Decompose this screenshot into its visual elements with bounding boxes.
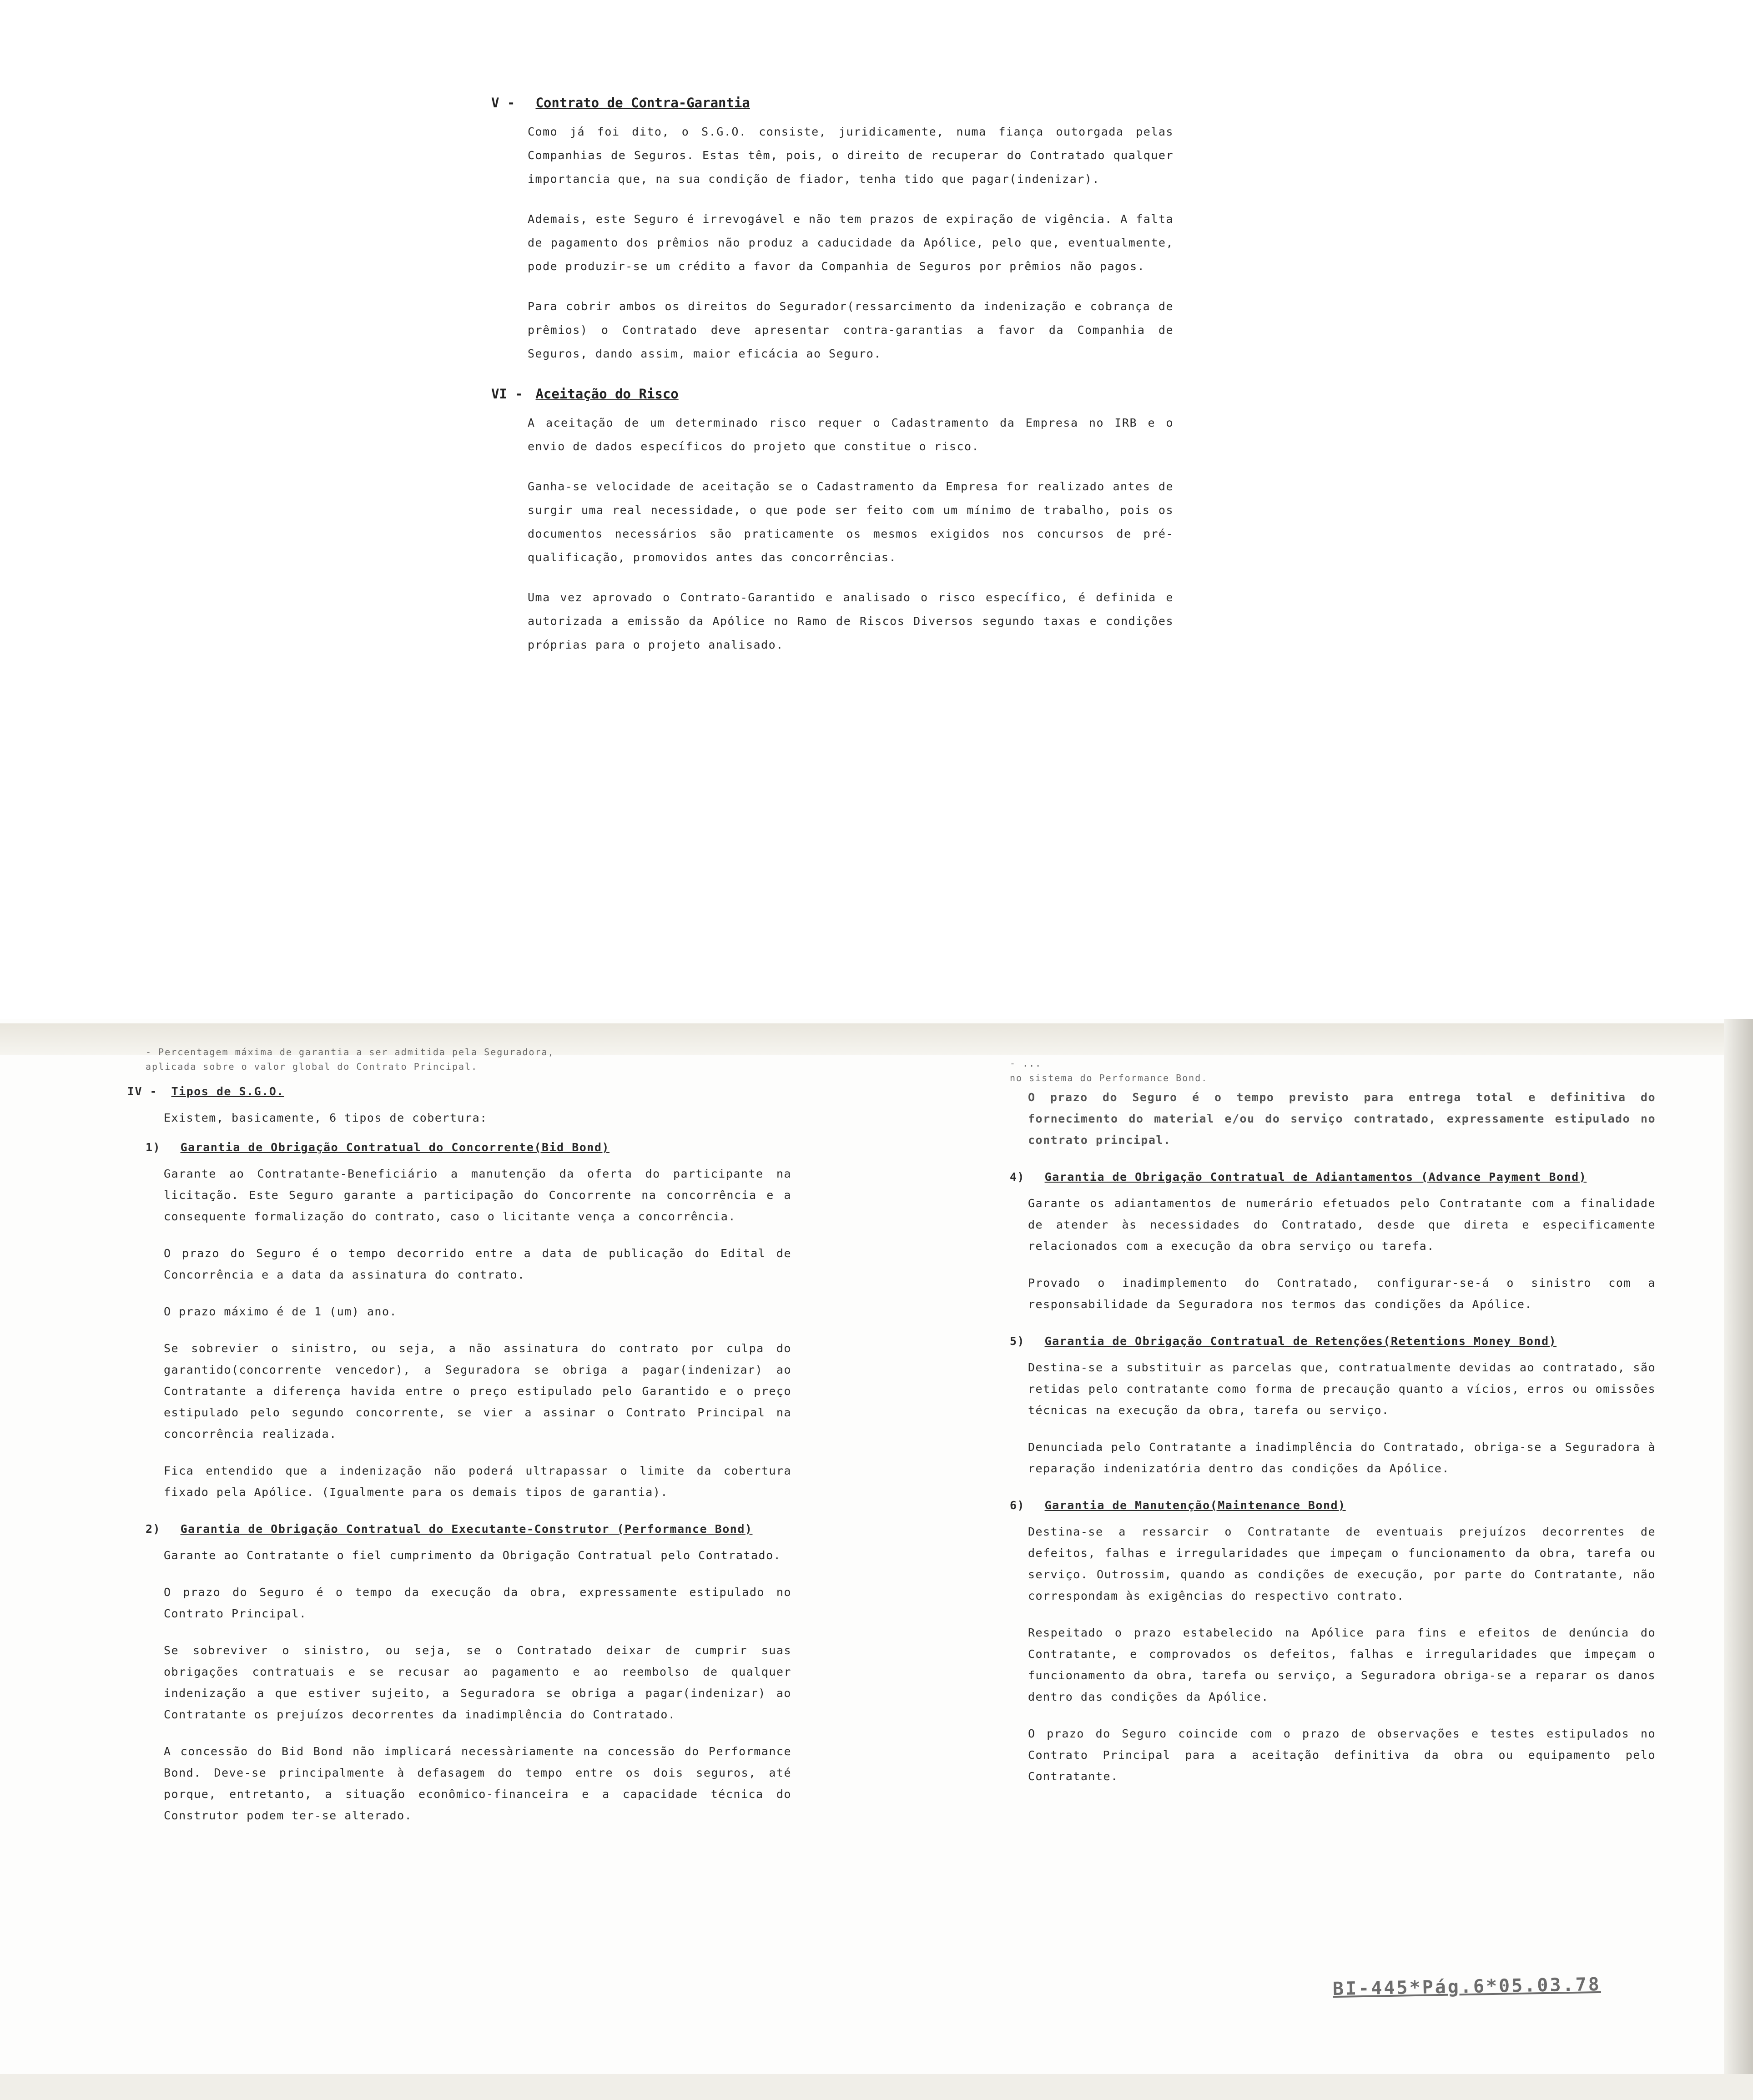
item-5-heading xyxy=(1010,1330,1656,1352)
section-v-paragraph-3: Para cobrir ambos os direitos do Segurador(ressarcimento da indenização e cobrança de prêmios) o Contratado deve apresentar contra-garantias a favor da Companhia de Seguros, dando assim, maior eficácia ao Seguro. xyxy=(528,300,1174,360)
section-vi-paragraph-2: Ganha-se velocidade de aceitação se o Cadastramento da Empresa for realizado antes de surgir uma real necessidade, o que pode ser feito com um mínimo de trabalho, pois os documentos necessários são praticamente os mesmos exigidos nos concursos de pré-qualificação, promovidos antes das concorrências. xyxy=(528,480,1174,564)
item-1-paragraph-1: Garante ao Contratante-Beneficiário a manutenção da oferta do participante na licitação. Este Seguro garante a participação do Concorrente na concorrência e a consequente formalização do contrato, caso o licitante vença a concorrência. xyxy=(164,1167,791,1223)
item-1-paragraph-4: Se sobrevier o sinistro, ou seja, a não assinatura do contrato por culpa do garantido(concorrente vencedor), a Seguradora se obriga a pagar(indenizar) ao Contratante a diferença havida entre o preço estipulado pelo Garantido e o preço estipulado pelo segundo concorrente, se vier a assinar o Contrato Principal na concorrência realizada. xyxy=(164,1342,791,1440)
item-1-paragraph-5: Fica entendido que a indenização não poderá ultrapassar o limite da cobertura fixado pela Apólice. (Igualmente para os demais tipos de garantia). xyxy=(164,1464,791,1499)
section-v-paragraph-2: Ademais, este Seguro é irrevogável e não tem prazos de expiração de vigência. A falta de pagamento dos prêmios não produz a caducidade da Apólice, pelo que, eventualmente, pode produzir-se um crédito a favor da Companhia de Seguros por prêmios não pagos. xyxy=(528,212,1174,273)
section-iv-intro: Existem, basicamente, 6 tipos de cobertura: xyxy=(164,1111,488,1124)
item-1-heading xyxy=(146,1137,791,1158)
faint-line-right-1: - ... xyxy=(1010,1058,1042,1069)
item-6-paragraph-2: Respeitado o prazo estabelecido na Apólice para fins e efeitos de denúncia do Contratante, e comprovados os defeitos, falhas e irregularidades que impeçam o funcionamento da obra, tarefa ou serviço, a Seguradora obriga-se a reparar os danos dentro das condições da Apólice. xyxy=(1028,1626,1656,1703)
item-4-paragraph-2: Provado o inadimplemento do Contratado, configurar-se-á o sinistro com a responsabilidade da Seguradora nos termos das condições da Apólice. xyxy=(1028,1276,1656,1311)
section-vi-number: VI - xyxy=(491,386,523,402)
item-6-paragraph-1: Destina-se a ressarcir o Contratante de eventuais prejuízos decorrentes de defeitos, falhas e irregularidades que impeçam o funcionamento da obra, tarefa ou serviço. Outrossim, quando as condições de execução, por parte do Contratante, não correspondam às exigências do respectivo contrato. xyxy=(1028,1525,1656,1602)
section-vi-paragraph-1: A aceitação de um determinado risco requer o Cadastramento da Empresa no IRB e o envio de dados específicos do projeto que constitue o risco. xyxy=(528,416,1174,453)
section-iv-number: IV - xyxy=(127,1085,158,1098)
section-iv-heading xyxy=(127,1081,791,1103)
section-vi-title: Aceitação do Risco xyxy=(535,386,679,402)
section-iv-title: Tipos de S.G.O. xyxy=(171,1085,284,1098)
faint-line-right-2: no sistema do Performance Bond. xyxy=(1010,1073,1208,1083)
section-v-number: V - xyxy=(491,95,515,111)
item-1-paragraph-3: O prazo máximo é de 1 (um) ano. xyxy=(164,1305,398,1318)
faint-line-1: - Percentagem máxima de garantia a ser admitida pela Seguradora, xyxy=(146,1047,554,1058)
item-3-continuation: O prazo do Seguro é o tempo previsto para entrega total e definitiva do fornecimento do material e/ou do serviço contratado, expressamente estipulado no contrato principal. xyxy=(1028,1091,1656,1147)
page-bottom-edge xyxy=(0,2074,1753,2100)
item-2-paragraph-4: A concessão do Bid Bond não implicará necessàriamente na concessão do Performance Bond. Deve-se principalmente à defasagem do tempo entre os dois seguros, até porque, entretanto, a situação econômico-financeira e a capacidade técnica do Construtor podem ter-se alterado. xyxy=(164,1745,791,1822)
section-v-title: Contrato de Contra-Garantia xyxy=(535,95,750,111)
item-6-heading xyxy=(1010,1495,1656,1516)
item-4-heading xyxy=(1010,1166,1656,1188)
item-2-number: 2) xyxy=(146,1522,161,1536)
bottom-right-column xyxy=(992,1058,1656,1803)
item-6-paragraph-3: O prazo do Seguro coincide com o prazo de observações e testes estipulados no Contrato Principal para a aceitação definitiva da obra ou equipamento pelo Contratante. xyxy=(1028,1727,1656,1783)
page-reference: BI-445*Pág.6*05.03.78 xyxy=(1332,1974,1602,2000)
top-text-column xyxy=(491,91,1174,673)
item-2-paragraph-3: Se sobreviver o sinistro, ou seja, se o Contratado deixar de cumprir suas obrigações contratuais e se recusar ao pagamento e ao reembolso de qualquer indenização a que estiver sujeito, a Seguradora se obriga a pagar(indenizar) ao Contratante os prejuízos decorrentes da inadimplência do Contratado. xyxy=(164,1644,791,1721)
item-5-number: 5) xyxy=(1010,1335,1025,1348)
page-edge-shadow xyxy=(1724,1019,1753,2100)
item-5-paragraph-2: Denunciada pelo Contratante a inadimplência do Contratado, obriga-se a Seguradora à reparação indenizatória dentro das condições da Apólice. xyxy=(1028,1440,1656,1475)
item-2-heading xyxy=(146,1518,791,1540)
faint-line-2: aplicada sobre o valor global do Contrato Principal. xyxy=(146,1061,478,1072)
item-2-paragraph-1: Garante ao Contratante o fiel cumprimento da Obrigação Contratual pelo Contratado. xyxy=(164,1549,781,1562)
item-1-paragraph-2: O prazo do Seguro é o tempo decorrido entre a data de publicação do Edital de Concorrência e a data da assinatura do contrato. xyxy=(164,1247,791,1281)
section-vi-heading xyxy=(491,382,1174,406)
item-1-number: 1) xyxy=(146,1141,161,1154)
item-2-title: Garantia de Obrigação Contratual do Executante-Construtor (Performance Bond) xyxy=(180,1522,753,1536)
section-v-paragraph-1: Como já foi dito, o S.G.O. consiste, juridicamente, numa fiança outorgada pelas Companhias de Seguros. Estas têm, pois, o direito de recuperar do Contratado qualquer importancia que, na sua condição de fiador, tenha tido que pagar(indenizar). xyxy=(528,125,1174,186)
item-1-title: Garantia de Obrigação Contratual do Concorrente(Bid Bond) xyxy=(180,1141,610,1154)
section-vi-paragraph-3: Uma vez aprovado o Contrato-Garantido e analisado o risco específico, é definida e autorizada a emissão da Apólice no Ramo de Riscos Diversos segundo taxas e condições próprias para o projeto analisado. xyxy=(528,591,1174,651)
item-4-paragraph-1: Garante os adiantamentos de numerário efetuados pelo Contratante com a finalidade de atender às necessidades do Contratado, desde que direta e especificamente relacionados com a execução da obra serviço ou tarefa. xyxy=(1028,1197,1656,1253)
section-v-heading xyxy=(491,91,1174,115)
item-6-title: Garantia de Manutenção(Maintenance Bond) xyxy=(1044,1499,1346,1512)
item-4-number: 4) xyxy=(1010,1170,1025,1183)
item-4-title: Garantia de Obrigação Contratual de Adiantamentos (Advance Payment Bond) xyxy=(1044,1170,1587,1183)
bottom-left-column xyxy=(127,1046,791,1842)
item-5-paragraph-1: Destina-se a substituir as parcelas que, contratualmente devidas ao contratado, são retidas pelo contratante como forma de precaução quanto a vícios, erros ou omissões técnicas na execução da obra, tarefa ou serviço. xyxy=(1028,1361,1656,1417)
item-6-number: 6) xyxy=(1010,1499,1025,1512)
item-2-paragraph-2: O prazo do Seguro é o tempo da execução da obra, expressamente estipulado no Contrato Principal. xyxy=(164,1586,791,1620)
item-5-title: Garantia de Obrigação Contratual de Retenções(Retentions Money Bond) xyxy=(1044,1335,1557,1348)
